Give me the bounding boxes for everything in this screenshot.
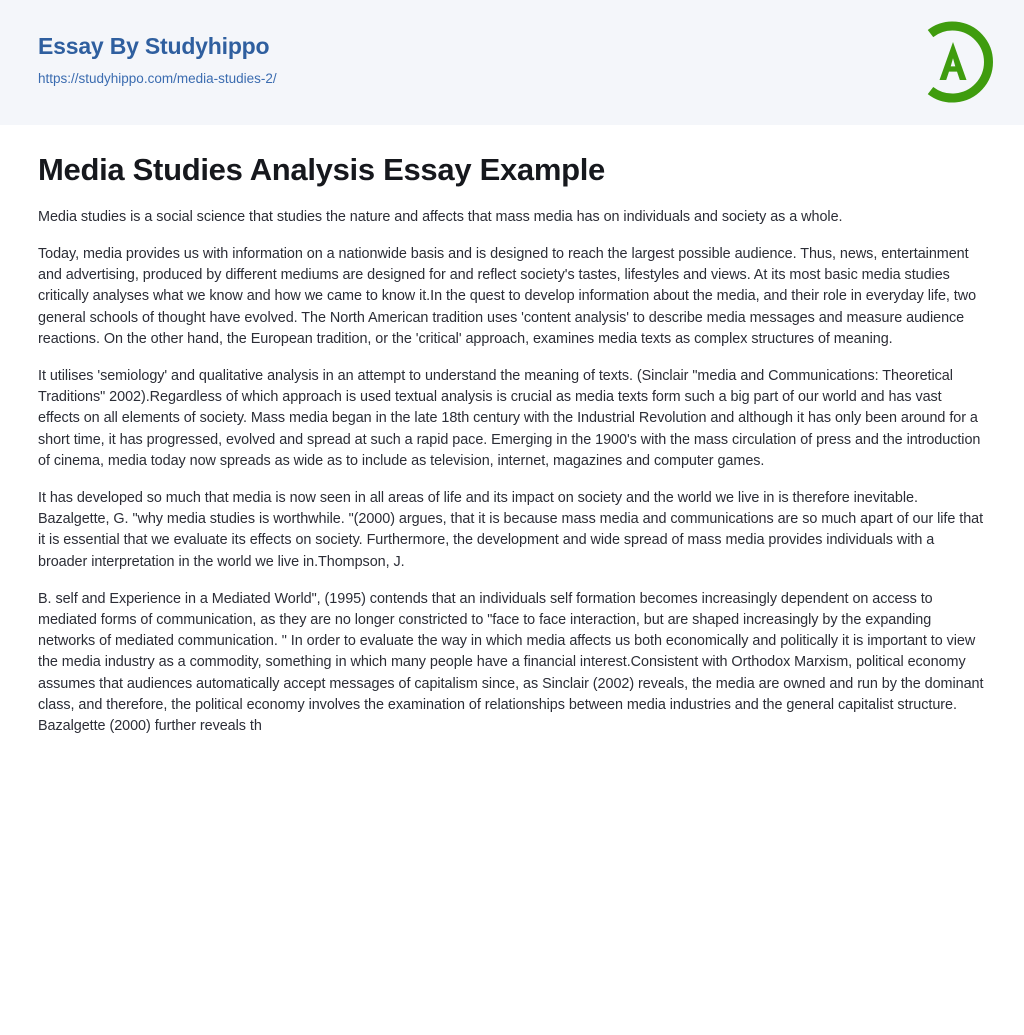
essay-paragraph: Today, media provides us with information on a nationwide basis and is designed to reach the largest possible audience. Thus, news, entertainment and advertising, produced by different mediums are designed for and reflect society's tastes, lifestyles and views. At its most basic media studies critically analyses what we know and how we came to know it.In the quest to develop information about the media, and their role in everyday life, two general schools of thought have evolved. The North American tradition uses 'content analysis' to describe media messages and measure audience reactions. On the other hand, the European tradition, or the 'critical' approach, examines media texts as complex structures of meaning. bbox=[38, 245, 977, 347]
page-header bbox=[0, 0, 1024, 125]
essay-paragraph: B. self and Experience in a Mediated World", (1995) contends that an individuals self formation becomes increasingly dependent on access to mediated forms of communication, as they are no longer constricted to "face to face interaction, but are shaped increasingly by the expanding networks of mediated communication. " In order to evaluate the way in which media affects us both economically and politically it is important to view the media industry as a commodity, something in which many people have a financial interest.Consistent with Orthodox Marxism, political economy assumes that audiences automatically accept messages of capitalism since, as Sinclair (2002) reveals, the media are owned and run by the dominant class, and therefore, the political economy involves the examination of relationships between media industries and the general capitalist structure. Bazalgette (2000) further reveals th bbox=[38, 590, 984, 735]
header-text-block bbox=[38, 33, 277, 87]
essay-paragraph: It has developed so much that media is now seen in all areas of life and its impact on society and the world we live in is therefore inevitable. Bazalgette, G. "why media studies is worthwhile. "(2000) argues, that it is because mass media and communications are so much apart of our life that it is essential that we evaluate its effects on society. Furthermore, the development and wide spread of mass media provides individuals with a broader interpretation in the world we live in.Thompson, J. bbox=[38, 489, 984, 570]
studyhippo-a-circle-logo[interactable] bbox=[909, 18, 997, 106]
essay-paragraph: It utilises 'semiology' and qualitative analysis in an attempt to understand the meaning of texts. (Sinclair "media and Communications: Theoretical Traditions" 2002).Regardless of which approach is used textual analysis is crucial as media texts form such a big part of our world and has vast effects on all elements of society. Mass media began in the late 18th century with the Industrial Revolution and although it has only been around for a short time, it has progressed, evolved and spread at such a rapid pace. Emerging in the 1900's with the mass circulation of press and the introduction of cinema, media today now spreads as wide as to include as television, internet, magazines and computer games. bbox=[38, 367, 981, 469]
site-title: Essay By Studyhippo bbox=[38, 33, 270, 59]
essay-article bbox=[0, 125, 1024, 737]
logo-icon bbox=[909, 18, 997, 106]
page-title: Media Studies Analysis Essay Example bbox=[38, 152, 605, 187]
source-url-link[interactable]: https://studyhippo.com/media-studies-2/ bbox=[38, 70, 277, 86]
essay-paragraph: Media studies is a social science that studies the nature and affects that mass media has on individuals and society as a whole. bbox=[38, 208, 843, 225]
